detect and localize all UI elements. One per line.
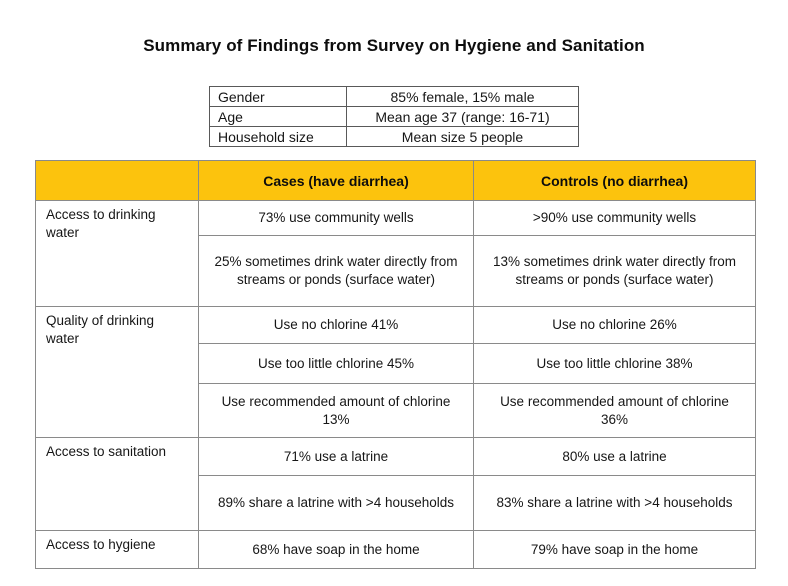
category-cell: Access to sanitation	[36, 438, 199, 531]
cases-cell: 71% use a latrine	[199, 438, 474, 476]
controls-cell: 13% sometimes drink water directly from streams or ponds (surface water)	[474, 236, 756, 307]
cases-cell: Use no chlorine 41%	[199, 307, 474, 344]
controls-cell: 80% use a latrine	[474, 438, 756, 476]
findings-table	[35, 160, 756, 569]
findings-header-empty	[36, 161, 199, 201]
findings-row	[36, 201, 756, 236]
findings-header-row	[36, 161, 756, 201]
page-title: Summary of Findings from Survey on Hygiene and Sanitation	[143, 36, 645, 55]
demographics-body	[210, 87, 579, 147]
category-cell: Quality of drinking water	[36, 307, 199, 438]
controls-cell: 83% share a latrine with >4 households	[474, 476, 756, 531]
cases-cell: Use recommended amount of chlorine 13%	[199, 384, 474, 438]
demographics-value: Mean age 37 (range: 16-71)	[347, 107, 579, 127]
demographics-label: Age	[210, 107, 347, 127]
demographics-table	[209, 86, 579, 147]
controls-cell: Use no chlorine 26%	[474, 307, 756, 344]
category-cell: Access to drinking water	[36, 201, 199, 307]
demographics-row	[210, 87, 579, 107]
findings-header-controls: Controls (no diarrhea)	[474, 161, 756, 201]
controls-cell: Use recommended amount of chlorine 36%	[474, 384, 756, 438]
cases-cell: 68% have soap in the home	[199, 531, 474, 569]
cases-cell: Use too little chlorine 45%	[199, 344, 474, 384]
demographics-label: Household size	[210, 127, 347, 147]
findings-row	[36, 438, 756, 476]
findings-body	[36, 201, 756, 569]
demographics-value: 85% female, 15% male	[347, 87, 579, 107]
demographics-value: Mean size 5 people	[347, 127, 579, 147]
demographics-label: Gender	[210, 87, 347, 107]
demographics-row	[210, 127, 579, 147]
findings-row	[36, 307, 756, 344]
cases-cell: 25% sometimes drink water directly from streams or ponds (surface water)	[199, 236, 474, 307]
controls-cell: Use too little chlorine 38%	[474, 344, 756, 384]
controls-cell: >90% use community wells	[474, 201, 756, 236]
findings-header-cases: Cases (have diarrhea)	[199, 161, 474, 201]
category-cell: Access to hygiene	[36, 531, 199, 569]
cases-cell: 89% share a latrine with >4 households	[199, 476, 474, 531]
findings-row	[36, 531, 756, 569]
controls-cell: 79% have soap in the home	[474, 531, 756, 569]
cases-cell: 73% use community wells	[199, 201, 474, 236]
demographics-row	[210, 107, 579, 127]
